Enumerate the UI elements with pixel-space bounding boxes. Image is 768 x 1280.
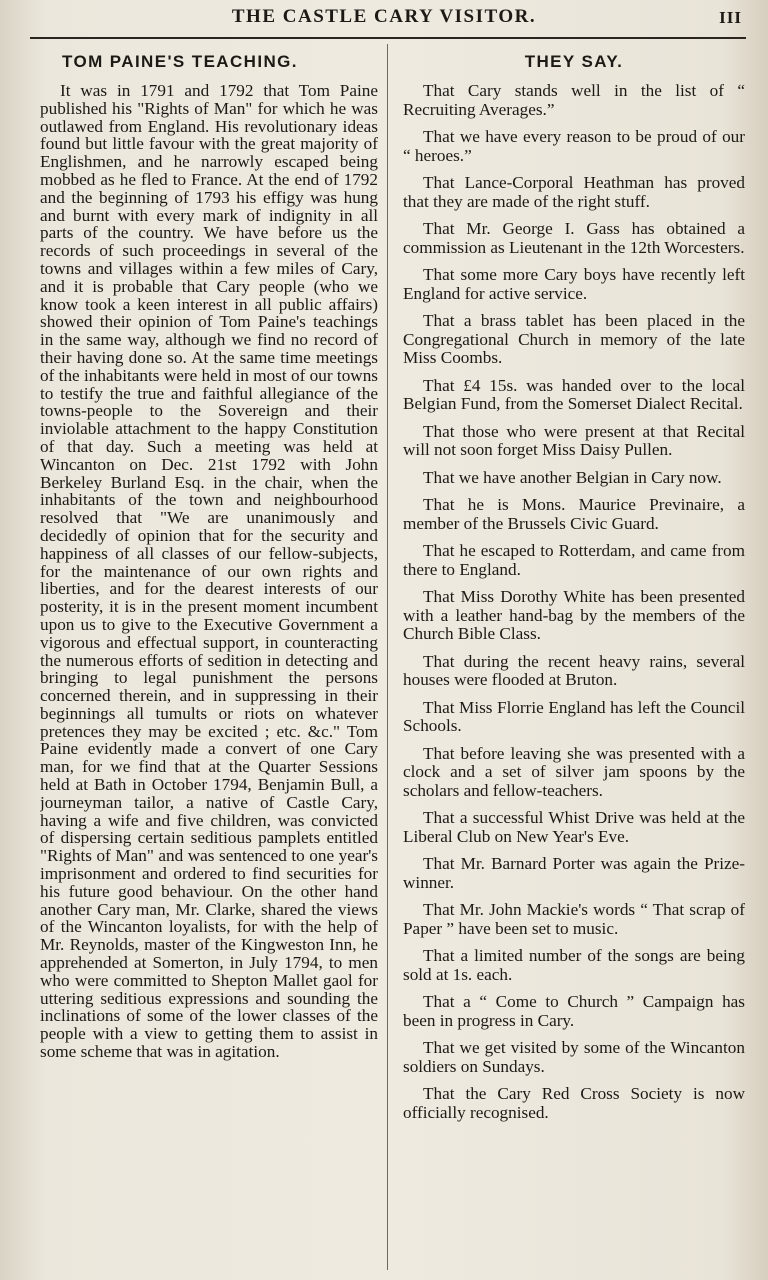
list-item: That those who were present at that Recital will not soon forget Miss Daisy Pullen. <box>403 421 745 459</box>
article-body-tom-paine: It was in 1791 and 1792 that Tom Paine published his "Rights of Man" for which he was outlawed from England. His revolutionary ideas found but little favour with the great majority of Englishmen, and he narrowly escaped being mobbed as he fled to France. At the end of 1792 and the beginning of 1793 his effigy was hung and burnt with every mark of indignity in all parts of the country. We have before us the records of such proceedings in several of the towns and villages within a few miles of Cary, and it is probable that Cary people (who we know took a keen interest in all public affairs) showed their opinion of Tom Paine's teachings in the same way, although we find no record of their having done so. At the same time meetings of the inhabitants were held in most of our towns to testify the true and faithful allegiance of the towns-people to the Sovereign and their inviolable attachment to the happy Constitution of that day. Such a meeting was held at Wincanton on Dec. 21st 1792 with John Berkeley Burland Esq. in the chair, when the inhabitants of the town and neighbourhood resolved that "We are unanimously and decidedly of opinion that for the security and happiness of all classes of our fellow-subjects, for the maintenance of our own rights and liberties, and for the dearest interests of our posterity, it is in the present moment incumbent upon us to give to the Executive Government a vigorous and effectual support, in counteracting the numerous efforts of sedition in detecting and bringing to legal punishment the persons concerned therein, and in suppressing in their beginnings all tumults or riots on whatever pretences they may be excited ; etc. &c." Tom Paine evidently made a convert of one Cary man, for we find that at the Quarter Sessions held at Bath in October 1794, Benjamin Bull, a journeyman tailor, a native of Castle Cary, having a wife and five children, was convicted of dispersing certain seditious pamplets entitled "Rights of Man" and was sentenced to one year's imprisonment and ordered to find securities for his future good behaviour. On the other hand another Cary man, Mr. Clarke, shared the views of the Wincanton loyalists, for with the help of Mr. Reynolds, master of the Kingweston Inn, he apprehended at Somerton, in July 1794, to men who were committed to Shepton Mallet gaol for uttering seditious expressions and sounding the inclinations of some of the lower classes of the people with a view to getting them to assist in some scheme that was in agitation. <box>40 81 378 1062</box>
header-rule <box>30 37 746 39</box>
publication-title: THE CASTLE CARY VISITOR. <box>231 6 537 27</box>
list-item: That Cary stands well in the list of “ Recruiting Averages.” <box>403 81 745 119</box>
list-item: That Mr. Barnard Porter was again the Prize-winner. <box>403 854 745 892</box>
left-column <box>40 52 378 1277</box>
list-item: That we get visited by some of the Wincanton soldiers on Sundays. <box>403 1038 745 1076</box>
list-item: That a successful Whist Drive was held at the Liberal Club on New Year's Eve. <box>403 808 745 846</box>
article-heading-tom-paine: TOM PAINE'S TEACHING. <box>62 52 298 71</box>
they-say-list <box>403 82 745 1122</box>
list-item: That Mr. George I. Gass has obtained a commission as Lieutenant in the 12th Worcesters. <box>403 219 745 257</box>
list-item: That Mr. John Mackie's words “ That scrap of Paper ” have been set to music. <box>403 900 745 938</box>
list-item: That he is Mons. Maurice Previnaire, a member of the Brussels Civic Guard. <box>403 495 745 533</box>
list-item: That during the recent heavy rains, several houses were flooded at Bruton. <box>403 651 745 689</box>
list-item: That Lance-Corporal Heathman has proved that they are made of the right stuff. <box>403 173 745 211</box>
list-item: That he escaped to Rotterdam, and came from there to England. <box>403 541 745 579</box>
column-divider <box>387 44 388 1270</box>
list-item: That Miss Florrie England has left the Council Schools. <box>403 697 745 735</box>
list-item: That we have every reason to be proud of our “ heroes.” <box>403 127 745 165</box>
page-number: III <box>719 8 742 27</box>
list-item: That £4 15s. was handed over to the local Belgian Fund, from the Somerset Dialect Recital. <box>403 375 745 413</box>
list-item: That a limited number of the songs are being sold at 1s. each. <box>403 946 745 984</box>
article-heading-they-say: THEY SAY. <box>524 52 624 71</box>
running-head <box>0 6 768 34</box>
list-item: That some more Cary boys have recently left England for active service. <box>403 265 745 303</box>
list-item: That the Cary Red Cross Society is now officially recognised. <box>403 1084 745 1122</box>
list-item: That Miss Dorothy White has been presented with a leather hand-bag by the members of the Church Bible Class. <box>403 587 745 643</box>
list-item: That before leaving she was presented with a clock and a set of silver jam spoons by the scholars and fellow-teachers. <box>403 743 745 800</box>
list-item: That we have another Belgian in Cary now. <box>423 467 722 487</box>
list-item: That a brass tablet has been placed in the Congregational Church in memory of the late Miss Coombs. <box>403 311 745 367</box>
right-column <box>403 52 745 1277</box>
list-item: That a “ Come to Church ” Campaign has been in progress in Cary. <box>403 992 745 1030</box>
